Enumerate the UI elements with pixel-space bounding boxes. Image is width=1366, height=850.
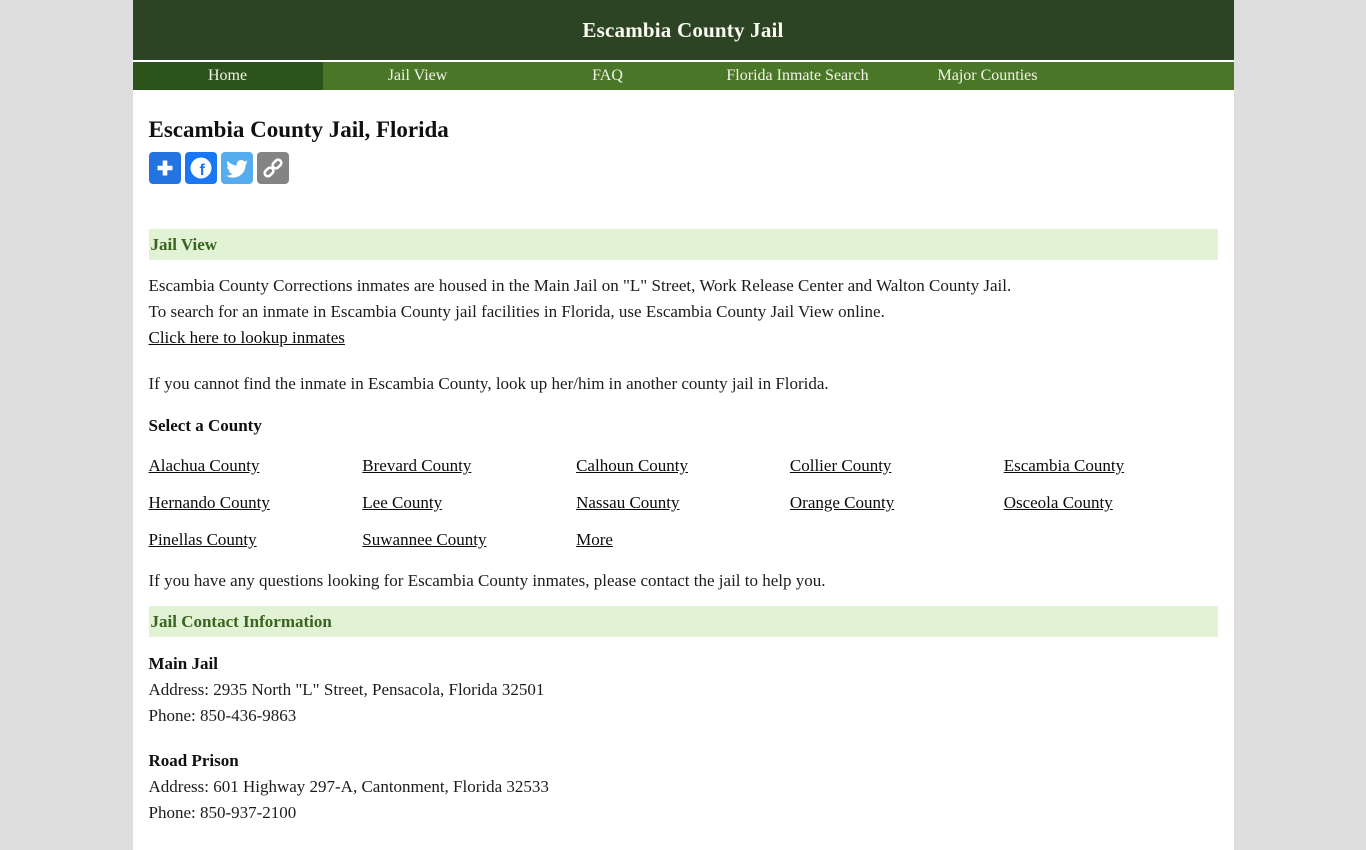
jail-view-section-bar: [149, 229, 1218, 260]
nav-item-faq[interactable]: FAQ: [592, 67, 623, 84]
nav-item-home[interactable]: Home: [133, 62, 323, 90]
county-link-collier[interactable]: Collier County: [789, 456, 892, 475]
main-nav: [133, 62, 1234, 90]
facility-phone: Phone: 850-436-9863: [148, 706, 297, 725]
copy-link-icon: [257, 152, 289, 184]
page-title: Escambia County Jail, Florida: [148, 117, 449, 142]
facility-address: Address: 601 Highway 297-A, Cantonment, Florida 32533: [148, 777, 549, 796]
questions-text: If you have any questions looking for Escambia County inmates, please contact the jail to help you.: [148, 571, 826, 590]
page-container: [133, 0, 1234, 850]
content: [133, 116, 1234, 850]
county-link-lee[interactable]: Lee County: [362, 493, 443, 512]
lookup-inmates-link[interactable]: Click here to lookup inmates: [148, 328, 345, 347]
contact-section-bar: [149, 606, 1218, 637]
contact-section-title: Jail Contact Information: [150, 611, 332, 631]
county-link-hernando[interactable]: Hernando County: [148, 493, 270, 512]
county-link-orange[interactable]: Orange County: [789, 493, 895, 512]
county-link-osceola[interactable]: Osceola County: [1003, 493, 1113, 512]
county-link-nassau[interactable]: Nassau County: [576, 493, 680, 512]
svg-text:f: f: [199, 162, 205, 179]
facility-name: Road Prison: [148, 751, 239, 770]
other-county-text: If you cannot find the inmate in Escambia County, look up her/him in another county jail in Florida.: [148, 374, 829, 393]
jail-view-section-title: Jail View: [150, 234, 218, 254]
share-buttons: [149, 152, 1218, 184]
site-header: [133, 0, 1234, 62]
facility-phone: Phone: 850-937-2100: [148, 803, 297, 822]
twitter-share-button[interactable]: [221, 152, 253, 184]
facility-address: Address: 2935 North "L" Street, Pensacola, Florida 32501: [148, 680, 545, 699]
facebook-icon: [185, 152, 217, 184]
county-link-calhoun[interactable]: Calhoun County: [576, 456, 689, 475]
jail-view-line2: To search for an inmate in Escambia County jail facilities in Florida, use Escambia County Jail View online.: [148, 302, 885, 321]
facility-name: Main Jail: [148, 654, 218, 673]
facebook-share-button[interactable]: [185, 152, 217, 184]
site-title: Escambia County Jail: [582, 17, 784, 42]
jail-view-line1: Escambia County Corrections inmates are housed in the Main Jail on "L" Street, Work Release Center and Walton County Jail.: [148, 276, 1012, 295]
facility-road-prison: [149, 748, 1218, 826]
county-link-suwannee[interactable]: Suwannee County: [362, 530, 487, 549]
select-county-heading: Select a County: [148, 416, 262, 435]
county-links-grid: [149, 457, 1218, 548]
share-button[interactable]: [149, 152, 181, 184]
county-link-alachua[interactable]: Alachua County: [148, 456, 260, 475]
jail-view-description: [149, 273, 1218, 351]
nav-item-jail-view[interactable]: Jail View: [387, 67, 448, 84]
nav-item-major-counties[interactable]: Major Counties: [937, 67, 1038, 84]
county-link-pinellas[interactable]: Pinellas County: [148, 530, 257, 549]
share-plus-icon: [149, 152, 181, 184]
copy-link-button[interactable]: [257, 152, 289, 184]
county-link-more[interactable]: More: [576, 530, 613, 549]
county-link-brevard[interactable]: Brevard County: [362, 456, 472, 475]
twitter-icon: [221, 152, 253, 184]
county-link-escambia[interactable]: Escambia County: [1003, 456, 1125, 475]
facility-main-jail: [149, 651, 1218, 729]
nav-item-florida-inmate-search[interactable]: Florida Inmate Search: [726, 67, 869, 84]
